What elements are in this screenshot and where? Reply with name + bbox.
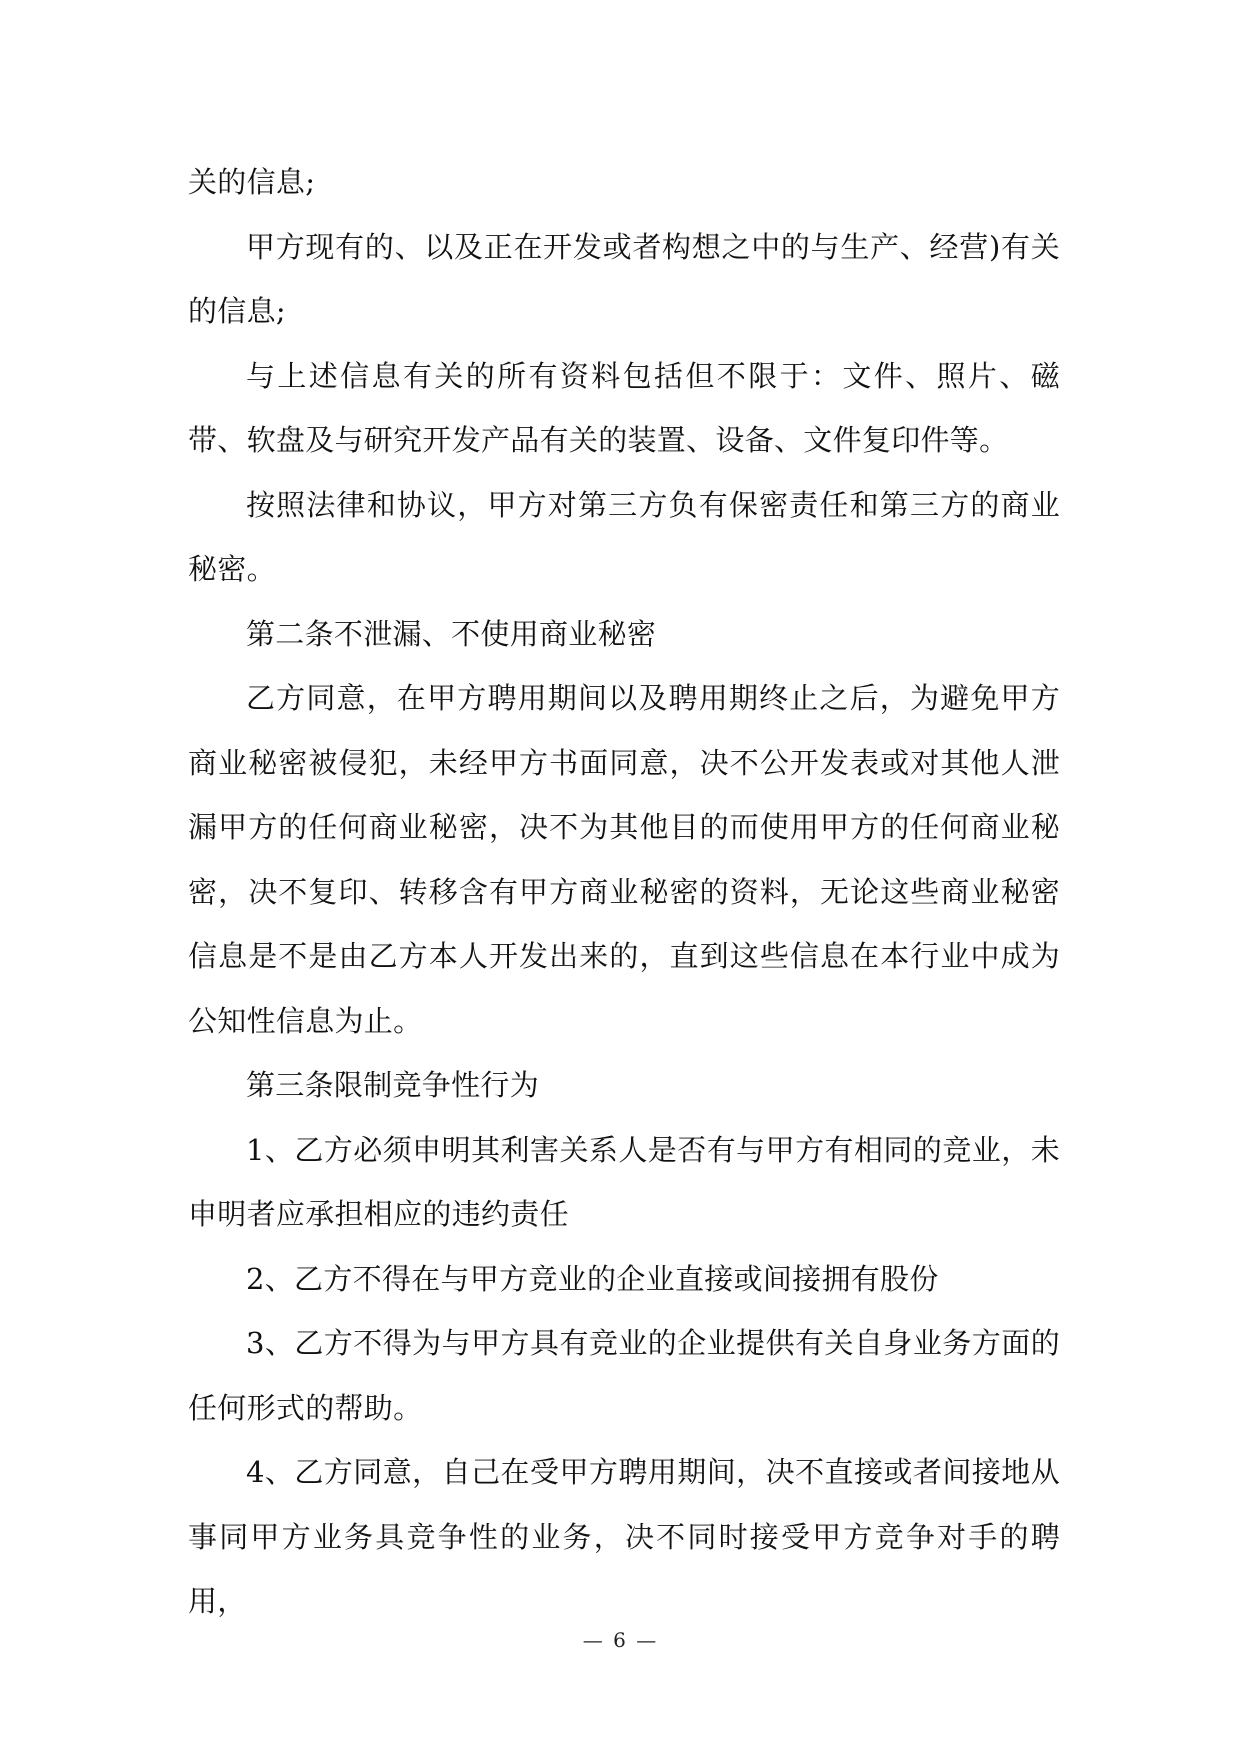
page-number: — 6 —	[582, 1628, 659, 1652]
list-item-3: 3、乙方不得为与甲方具有竞业的企业提供有关自身业务方面的任何形式的帮助。	[188, 1326, 1060, 1425]
paragraph-6: 乙方同意，在甲方聘用期间以及聘用期终止之后，为避免甲方商业秘密被侵犯，未经甲方书面同意，决不公开发表或对其他人泄漏甲方的任何商业秘密，决不为其他目的而使用甲方的任何商业秘密，决不复印、转移含有甲方商业秘密的资料，无论这些商业秘密信息是不是由乙方本人开发出来的，直到这些信息在本行业中成为公知性信息为止。	[188, 681, 1060, 1038]
list-item-4: 4、乙方同意，自己在受甲方聘用期间，决不直接或者间接地从事同甲方业务具竞争性的业务，决不同时接受甲方竞争对手的聘用，	[188, 1455, 1060, 1618]
paragraph-4: 按照法律和协议，甲方对第三方负有保密责任和第三方的商业秘密。	[188, 487, 1060, 586]
list-item-2: 2、乙方不得在与甲方竞业的企业直接或间接拥有股份	[246, 1261, 939, 1296]
paragraph-2: 甲方现有的、以及正在开发或者构想之中的与生产、经营)有关的信息;	[188, 229, 1060, 328]
paragraph-3: 与上述信息有关的所有资料包括但不限于：文件、照片、磁带、软盘及与研究开发产品有关的装置、设备、文件复印件等。	[188, 358, 1060, 457]
paragraph-1: 关的信息;	[188, 165, 316, 199]
section-heading-article-2: 第二条不泄漏、不使用商业秘密	[246, 616, 657, 651]
section-heading-article-3: 第三条限制竞争性行为	[246, 1068, 540, 1102]
document-body	[188, 150, 1060, 1634]
list-item-1: 1、乙方必须申明其利害关系人是否有与甲方有相同的竞业，未申明者应承担相应的违约责任	[188, 1132, 1060, 1231]
